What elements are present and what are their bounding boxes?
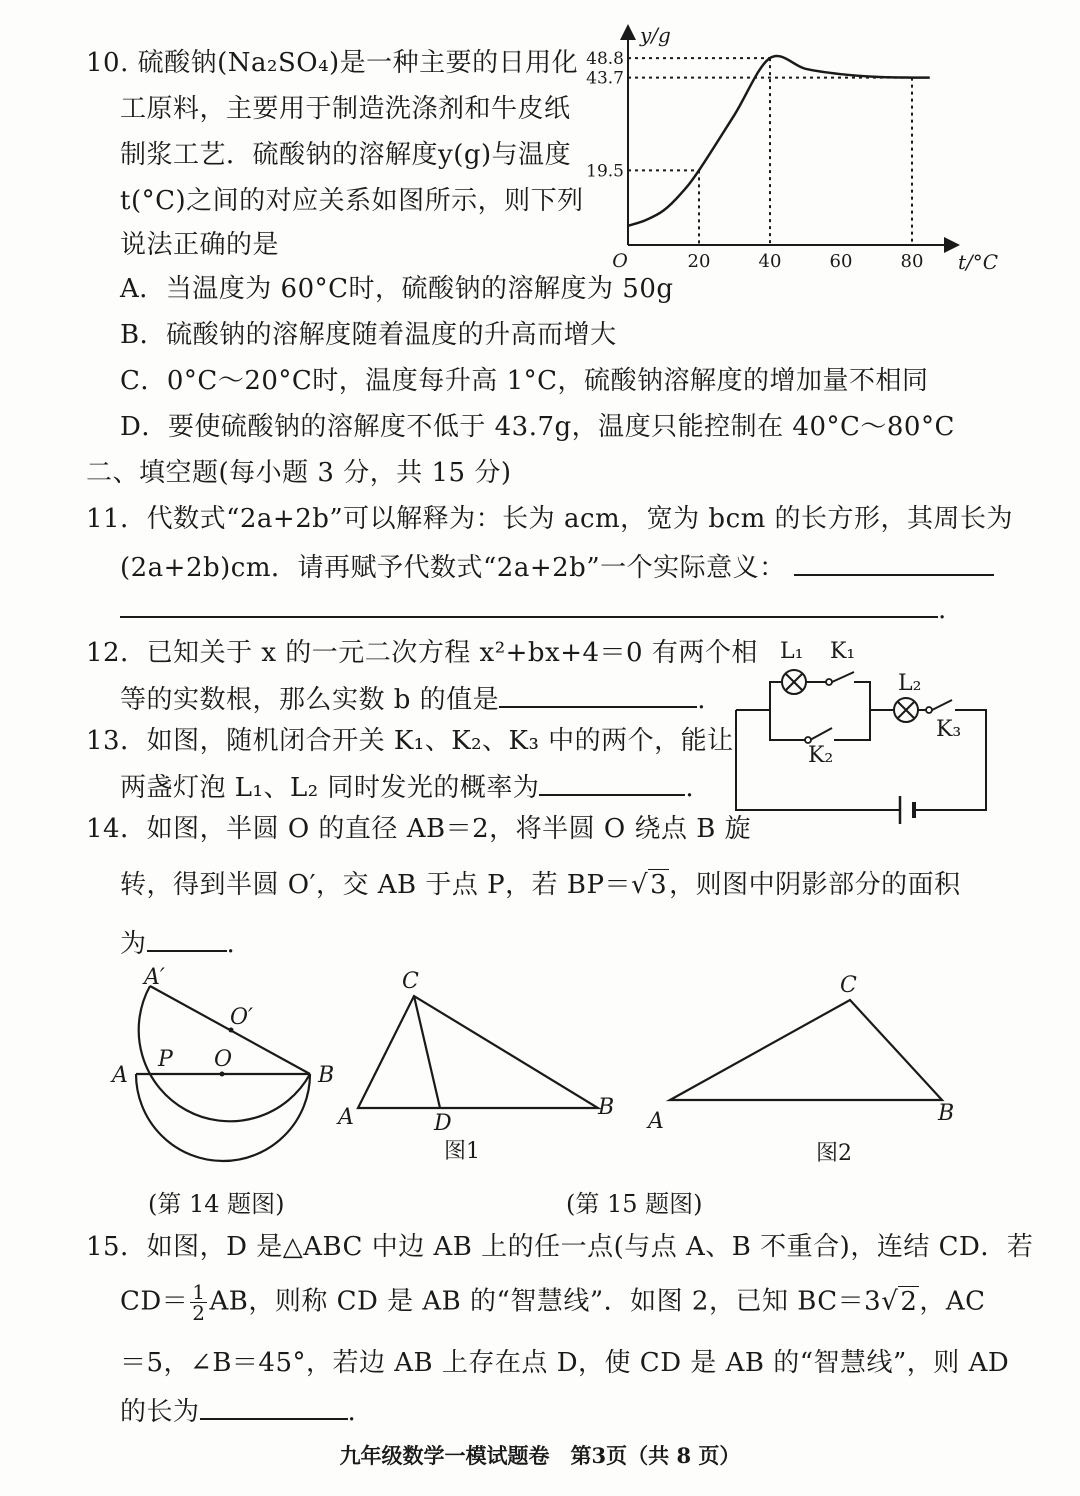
q11-end: . (938, 595, 947, 625)
q14-text-2b: ，则图中阴影部分的面积 (669, 870, 961, 900)
figure-15-2 (640, 966, 960, 1166)
q14-sqrt: 3 (650, 870, 668, 900)
fig15-1-label-a: A (338, 1105, 354, 1130)
q14-line1: 14．如图，半圆 O 的直径 AB＝2，将半圆 O 绕点 B 旋 (86, 814, 752, 844)
fig15-1-label-b: B (598, 1095, 615, 1120)
fig15-1-title: 图1 (444, 1139, 480, 1164)
fig15-1-label-c: C (402, 969, 419, 994)
q13-line2 (120, 768, 694, 805)
q14-line3 (120, 924, 235, 961)
section-2-heading: 二、填空题(每小题 3 分，共 15 分) (86, 458, 512, 488)
label-k3: K₃ (936, 717, 962, 742)
solubility-curve (628, 56, 930, 226)
q15-line1: 15．如图，D 是△ABC 中边 AB 上的任一点(与点 A、B 不重合)，连结 CD．若 (86, 1232, 1034, 1262)
q12-text-2: 等的实数根，那么实数 b 的值是 (120, 685, 500, 715)
fig15-caption: (第 15 题图) (566, 1190, 703, 1218)
q15-line3: ＝5，∠B＝45°，若边 AB 上存在点 D，使 CD 是 AB 的“智慧线”，则 AD (120, 1348, 1010, 1378)
q15-sqrt: 2 (900, 1286, 918, 1317)
q15-text-2a: CD＝ (120, 1286, 189, 1317)
q15-text-4: 的长为 (120, 1397, 200, 1427)
fig14-label-o-prime: O′ (230, 1005, 254, 1030)
q15-line2: CD＝ $\frac{1}{2}$ AB，则称 CD 是 AB 的“智慧线”．如图 2，已知 BC＝3√2，AC (120, 1280, 986, 1325)
figure-14 (110, 965, 350, 1168)
label-l1: L₁ (780, 639, 804, 664)
figure-15-1 (336, 966, 626, 1166)
q14-text-2a: 转，得到半圆 O′，交 AB 于点 P，若 BP＝ (120, 870, 632, 900)
x-tick-60: 60 (829, 251, 853, 272)
y-tick-19.5: 19.5 (586, 161, 624, 182)
q15-text-2c: ，AC (919, 1286, 986, 1317)
fig14-label-b: B (318, 1063, 335, 1088)
q13-text-2: 两盏灯泡 L₁、L₂ 同时发光的概率为 (120, 773, 540, 803)
q15-answer-blank[interactable] (200, 1392, 348, 1420)
fig14-caption: (第 14 题图) (148, 1190, 285, 1218)
q10-line1 (86, 46, 578, 80)
y-tick-43.7: 43.7 (586, 68, 624, 89)
fig14-label-a: A (112, 1063, 128, 1088)
fig14-label-o: O (214, 1047, 233, 1072)
fig14-label-p: P (158, 1047, 173, 1072)
fig15-2-label-c: C (840, 973, 857, 998)
q11-line1: 11．代数式“2a+2b”可以解释为：长为 acm，宽为 bcm 的长方形，其周长为 (86, 504, 1014, 534)
fig15-2-label-a: A (648, 1109, 664, 1134)
q13-line1: 13．如图，随机闭合开关 K₁、K₂、K₃ 中的两个，能让 (86, 726, 734, 756)
q10-line4: t(°C)之间的对应关系如图所示，则下列 (120, 186, 584, 216)
q13-answer-blank[interactable] (539, 768, 685, 796)
lamp-l1 (782, 670, 806, 694)
q10-option-c: C．0°C～20°C时，温度每升高 1°C，硫酸钠溶解度的增加量不相同 (120, 366, 929, 396)
fraction-denominator: 2 (192, 1301, 206, 1325)
page-footer: 九年级数学一模试题卷 第3页（共 8 页） (339, 1443, 741, 1468)
fraction-numerator: 1 (192, 1280, 206, 1304)
q10-line3: 制浆工艺．硫酸钠的溶解度y(g)与温度 (120, 140, 572, 170)
q10-text-1: 硫酸钠(Na₂SO₄)是一种主要的日用化 (137, 48, 579, 78)
x-tick-80: 80 (900, 251, 924, 272)
q10-option-a: A．当温度为 60°C时，硫酸钠的溶解度为 50g (120, 274, 674, 304)
fraction-one-half (190, 1282, 207, 1323)
q12-answer-blank[interactable] (499, 680, 697, 708)
q14-line2: 转，得到半圆 O′，交 AB 于点 P，若 BP＝√3，则图中阴影部分的面积 (120, 870, 961, 900)
q10-number: 10. (86, 48, 129, 78)
q15-line4 (120, 1392, 356, 1429)
q10-line5: 说法正确的是 (120, 230, 280, 260)
q10-option-d: D．要使硫酸钠的溶解度不低于 43.7g，温度只能控制在 40°C～80°C (120, 412, 955, 442)
q12-line2 (120, 680, 706, 717)
q15-text-2b: AB，则称 CD 是 AB 的“智慧线”．如图 2，已知 BC＝3 (209, 1286, 882, 1317)
x-tick-40: 40 (758, 251, 782, 272)
origin-label: O (612, 250, 628, 272)
q14-end: . (226, 929, 236, 959)
q15-end: . (347, 1397, 357, 1427)
q11-line3 (120, 590, 947, 627)
q12-end: . (697, 685, 706, 715)
fig15-1-label-d: D (434, 1111, 452, 1136)
q12-line1: 12．已知关于 x 的一元二次方程 x²+bx+4＝0 有两个相 (86, 638, 758, 668)
label-k2: K₂ (808, 743, 834, 768)
q11-line2 (120, 548, 994, 585)
fig15-2-title: 图2 (816, 1141, 852, 1166)
solubility-chart (580, 20, 1000, 274)
fig14-label-a-prime: A′ (144, 965, 165, 990)
label-k1: K₁ (830, 639, 856, 664)
x-axis-label: t/°C (958, 250, 999, 274)
q11-text-2: (2a+2b)cm．请再赋予代数式“2a+2b”一个实际意义： (120, 553, 786, 583)
label-l2: L₂ (898, 671, 922, 696)
q11-answer-blank-2[interactable] (120, 590, 938, 618)
lamp-l2 (894, 698, 918, 722)
q10-line2: 工原料，主要用于制造洗涤剂和牛皮纸 (120, 94, 571, 124)
y-tick-48.8: 48.8 (586, 49, 624, 70)
fig15-2-label-b: B (938, 1101, 955, 1126)
y-axis-label: y/g (640, 23, 671, 47)
q11-answer-blank-1[interactable] (794, 548, 994, 576)
circuit-diagram (730, 630, 1000, 835)
q10-option-b: B．硫酸钠的溶解度随着温度的升高而增大 (120, 320, 617, 350)
q14-text-3: 为 (120, 929, 147, 959)
q14-answer-blank[interactable] (147, 924, 227, 952)
x-tick-20: 20 (687, 251, 711, 272)
q13-end: . (685, 773, 695, 803)
